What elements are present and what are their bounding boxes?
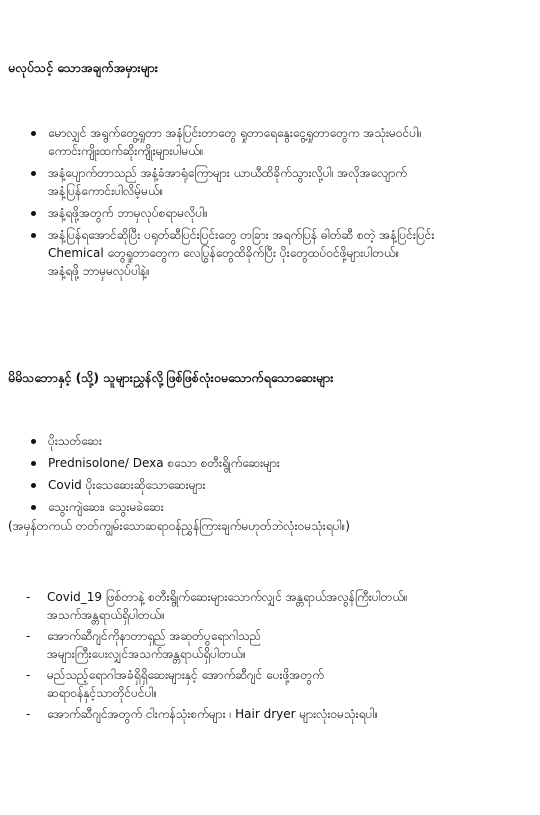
section-heading-forbidden-drugs: မိမိသဘောနှင့် (သို့) သူများညွှန်လို့ဖြစ်ဖြစ်လုံးဝမသောက်ရသောဆေးများ xyxy=(8,370,334,385)
list-item xyxy=(48,476,518,494)
mistakes-list xyxy=(48,124,528,284)
warnings-list xyxy=(47,588,527,726)
list-item-line: ဆရာဝန်နှင့်သာတိုင်ပင်ပါ။ xyxy=(47,686,158,700)
list-item xyxy=(48,454,518,472)
list-item-line: - မည်သည့်ရောဂါအခံရှိရှိဆေးများနှင့် အောက်ဆီဂျင် ပေးဖို့အတွက် xyxy=(47,668,324,682)
list-item-text: သွေးကျဲဆေး၊ သွေးမခဲဆေး xyxy=(48,500,164,514)
list-item-text: Prednisolone/ Dexa စသော စတီးရွိုက်ဆေးများ xyxy=(48,456,280,470)
list-item xyxy=(47,588,527,624)
list-item-line: အနံ့ပျောက်တာသည် အနံ့ခံအာရုံကြောများ ယာယီထိခိုက်သွားလို့ပါ၊ အလိုအလျောက် xyxy=(48,166,408,180)
list-item-text: Covid ပိုးသေဆေးဆိုသောဆေးများ xyxy=(48,478,206,492)
list-item-line: အနံ့ရဖို့အတွက် ဘာမှလုပ်စရာမလိုပါ။ xyxy=(48,206,208,220)
list-item-line: အသက်အန္တရာယ်ရှိပါတယ်။ xyxy=(47,608,165,622)
list-item xyxy=(47,666,527,702)
list-item xyxy=(48,124,528,160)
list-item-line: - အောက်ဆီဂျင်အတွက် ငါးကန်သုံးစက်များ ၊ Hair dryer များလုံးဝမသုံးရပါ။ xyxy=(47,707,379,721)
list-item xyxy=(48,164,528,200)
list-item-line: - အောက်ဆီဂျင်ကိုနာတာရှည် အဆုတ်ပွရောဂါသည် xyxy=(47,629,262,643)
list-item xyxy=(47,627,527,663)
list-item xyxy=(48,204,528,222)
section-heading-mistakes: မလုပ်သင့် သောအချက်အမှားများ xyxy=(8,60,158,75)
forbidden-drugs-list xyxy=(48,432,518,520)
list-item xyxy=(48,498,518,516)
list-item xyxy=(48,226,528,280)
list-item-line: Chemical တွေရှုတာတွေက လေပြွန်တွေထိခိုက်ပြီး ပိုးတွေထပ်ဝင်ဖို့များပါတယ်။ xyxy=(48,246,400,260)
list-item-line: - Covid_19 ဖြစ်တာနဲ့ စတီးရွိုက်ဆေးများသောက်လျှင် အန္တရာယ်အလွန်ကြီးပါတယ်။ xyxy=(47,590,408,604)
list-item-line: အနံ့ပြန်ကောင်းပါလိမ့်မယ်။ xyxy=(48,184,164,198)
list-item-line: မောလျှင် အရွက်တွေ့ရှုတာ အနံပြင်းတာတွေ ရှုတာရေနွေးငွေ့ရှုတာတွေက အသုံးမဝင်ပါ။ xyxy=(48,126,422,140)
list-item-line: အနံ့ပြန်ရအောင်ဆိုပြီး ပရုတ်ဆီပြင်းပြင်းတွေ တခြား အရက်ပြန် ဓါတ်ဆီ စတဲ့ အနံ့ပြင်းပြင်း xyxy=(48,228,435,242)
list-item-line: ကောင်းကျိုးထက်ဆိုးကျိုးများပါမယ်။ xyxy=(48,144,204,158)
list-item xyxy=(48,432,518,450)
list-item-text: ပိုးသတ်ဆေး xyxy=(48,434,102,448)
list-item xyxy=(47,705,527,723)
list-item-line: အနံ့ရဖို့ ဘာမှမလုပ်ပါနဲ့။ xyxy=(48,264,150,278)
list-item-line: အများကြီးပေးလျှင်အသက်အန္တရာယ်ရှိပါတယ်။ xyxy=(47,647,247,661)
doctor-advice-note: (အမှန်တကယ် တတ်ကျွမ်းသောဆရာဝန်ညွှန်ကြားချက်မဟုတ်ဘဲလုံးဝမသုံးရပါ။) xyxy=(8,519,350,533)
